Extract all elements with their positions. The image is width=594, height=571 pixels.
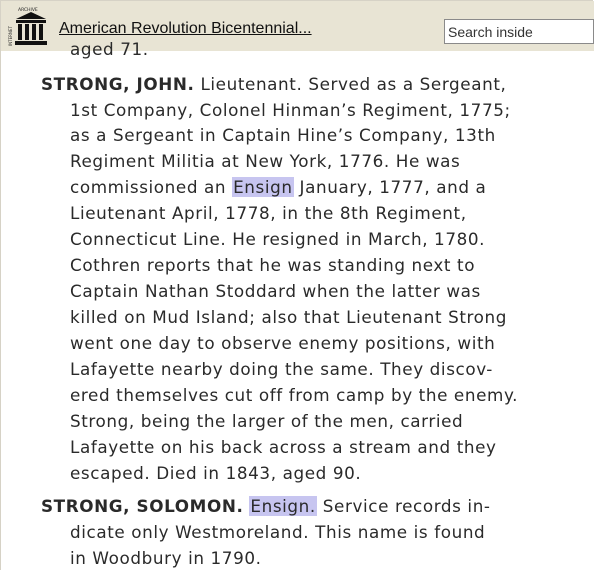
entry-strong-solomon: STRONG, SOLOMON. Ensign. Service records in- xyxy=(41,496,491,516)
text-line: in Woodbury in 1790. xyxy=(70,548,262,568)
text-line: Lieutenant. Served as a Sergeant, xyxy=(194,74,507,94)
text-line: commissioned an Ensign January, 1777, and a xyxy=(70,177,487,197)
text-line: Regiment Militia at New York, 1776. He was xyxy=(70,151,461,171)
text-line: Captain Nathan Stoddard when the latter was xyxy=(70,281,481,301)
text-line: Strong, being the larger of the men, carried xyxy=(70,411,464,431)
text-line: 1st Company, Colonel Hinman’s Regiment, 1775; xyxy=(70,100,511,120)
entry-strong-john xyxy=(41,74,506,94)
text-line: went one day to observe enemy positions, with xyxy=(70,333,496,353)
text-line: as a Sergeant in Captain Hine’s Company, 13th xyxy=(70,125,496,145)
text-line: Cothren reports that he was standing next to xyxy=(70,255,476,275)
entry-name: STRONG, JOHN. xyxy=(41,74,195,94)
text-line: ered themselves cut off from camp by the enemy. xyxy=(70,385,519,405)
text-line: dicate only Westmoreland. This name is found xyxy=(70,522,486,542)
entry-name: STRONG, SOLOMON. xyxy=(41,496,244,516)
text-line: Connecticut Line. He resigned in March, 1780. xyxy=(70,229,486,249)
search-inside-input[interactable] xyxy=(444,19,594,44)
page-scan xyxy=(1,39,594,571)
logo-text-archive: ARCHIVE xyxy=(18,8,38,13)
search-highlight[interactable]: Ensign. xyxy=(250,496,316,516)
text-line: escaped. Died in 1843, aged 90. xyxy=(70,463,362,483)
text-line: aged 71. xyxy=(70,39,149,59)
text-line: Lieutenant April, 1778, in the 8th Regiment, xyxy=(70,203,467,223)
book-title-link[interactable]: American Revolution Bicentennial... xyxy=(59,20,312,37)
search-highlight[interactable]: Ensign xyxy=(233,177,293,197)
text-line: Lafayette nearby doing the same. They discov- xyxy=(70,359,493,379)
text-line: killed on Mud Island; also that Lieutenant Strong xyxy=(70,307,508,327)
logo-text-internet: INTERNET xyxy=(8,26,13,46)
internet-archive-logo-icon[interactable] xyxy=(7,6,51,48)
text-line: Lafayette on his back across a stream and they xyxy=(70,437,497,457)
